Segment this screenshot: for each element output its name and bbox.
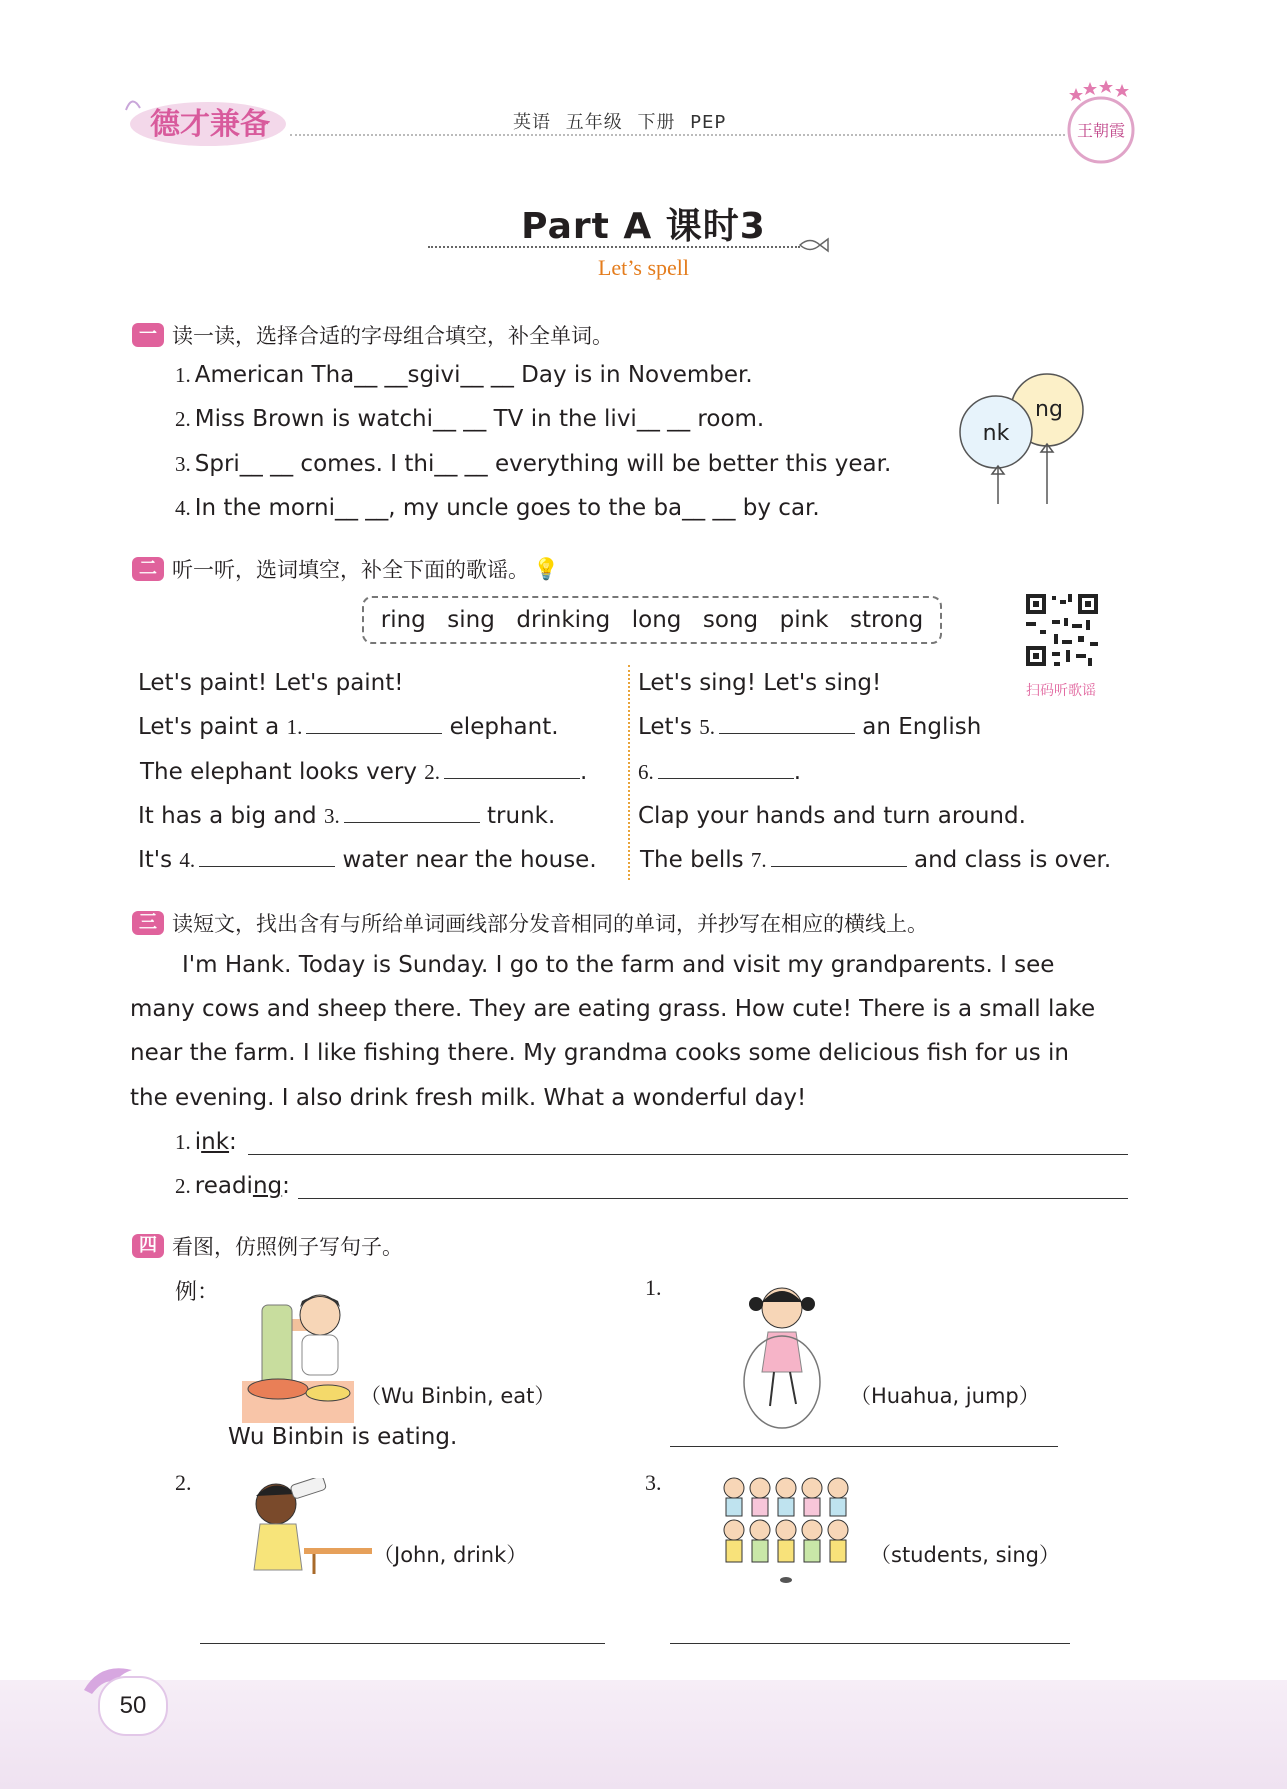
rhyme-line: Let's paint! Let's paint! (138, 670, 404, 696)
answer-line[interactable] (200, 1643, 605, 1644)
section-4-badge: 四 (132, 1234, 164, 1258)
rhyme-line: The elephant looks very 2. . (140, 759, 588, 785)
passage-line: near the farm. I like fishing there. My grandma cooks some delicious fish for us in (130, 1040, 1070, 1066)
section-4-header (132, 1231, 403, 1261)
svg-text:ng: ng (1035, 397, 1063, 422)
word-bank-item: song (702, 607, 759, 633)
girl-jumping-illustration (742, 1280, 832, 1430)
word-bank-item: pink (779, 607, 829, 633)
fish-decoration-icon (798, 236, 830, 254)
boy-drinking-illustration (244, 1478, 374, 1574)
item-cue: （Huahua, jump） (850, 1384, 1040, 1408)
students-singing-illustration (720, 1474, 850, 1586)
section-1-instruction: 读一读，选择合适的字母组合填空，补全单词。 (172, 324, 613, 348)
column-divider (628, 665, 630, 880)
rhyme-line: Clap your hands and turn around. (638, 803, 1026, 829)
svg-text:王朝霞: 王朝霞 (1076, 121, 1126, 140)
passage-line: many cows and sheep there. They are eating grass. How cute! There is a small lake (130, 996, 1096, 1022)
list-item: 4. In the morni__ __, my uncle goes to the ba__ __ by car. (175, 495, 820, 521)
item-number: 3. (645, 1470, 662, 1495)
word-bank-item: drinking (516, 607, 611, 633)
svg-text:德才兼备: 德才兼备 (150, 107, 270, 142)
list-item: 2. Miss Brown is watchi__ __ TV in the livi__ __ room. (175, 406, 765, 432)
section-3-header (132, 908, 928, 938)
rhyme-line: It has a big and 3. trunk. (138, 803, 556, 829)
word-bank-item: sing (447, 607, 495, 633)
rhyme-line: The bells 7. and class is over. (640, 847, 1112, 873)
word-bank-item: ring (380, 607, 426, 633)
section-3-badge: 三 (132, 911, 164, 935)
author-stamp (1060, 78, 1142, 166)
item-number: 2. (175, 1470, 192, 1495)
rhyme-line: 6. . (638, 759, 802, 785)
passage-line: I'm Hank. Today is Sunday. I go to the farm and visit my grandparents. I see (182, 952, 1055, 978)
passage-line: the evening. I also drink fresh milk. What a wonderful day! (130, 1085, 807, 1111)
list-item: 1. American Tha__ __sgivi__ __ Day is in November. (175, 362, 753, 388)
fill-blank[interactable] (199, 848, 335, 867)
qr-caption: 扫码听歌谣 (1026, 683, 1096, 699)
answer-line[interactable] (248, 1154, 1128, 1155)
answer-line[interactable] (298, 1198, 1128, 1199)
boy-eating-illustration (238, 1285, 358, 1425)
page-number: 50 (98, 1676, 168, 1736)
svg-text:nk: nk (982, 421, 1010, 446)
word-bank-item: strong (850, 607, 924, 633)
answer-item: 2. reading: (175, 1173, 290, 1199)
qr-code-icon (1022, 590, 1102, 670)
example-label: 例： (175, 1279, 220, 1304)
balloons-illustration (950, 362, 1090, 512)
header-divider (290, 134, 1065, 136)
answer-item: 1. ink: (175, 1129, 237, 1155)
fill-blank[interactable] (344, 804, 480, 823)
item-cue: （students, sing） (870, 1543, 1060, 1567)
fill-blank[interactable] (658, 760, 794, 779)
lightbulb-icon: 💡 (533, 556, 560, 581)
example-answer: Wu Binbin is eating. (228, 1424, 458, 1450)
example-cue: （Wu Binbin, eat） (360, 1384, 556, 1408)
footer-band (0, 1680, 1287, 1789)
publisher-logo (118, 88, 288, 150)
section-2-badge: 二 (132, 557, 164, 581)
fill-blank[interactable] (771, 848, 907, 867)
section-1-badge: 一 (132, 323, 164, 347)
section-2-header (132, 554, 559, 584)
word-bank-item: long (631, 607, 682, 633)
section-2-instruction: 听一听，选词填空，补全下面的歌谣。 (172, 558, 529, 582)
title-underline (428, 246, 800, 248)
section-1-header (132, 320, 613, 350)
answer-line[interactable] (670, 1643, 1070, 1644)
rhyme-line: Let's paint a 1. elephant. (138, 714, 559, 740)
page-subtitle: Let’s spell (597, 255, 690, 280)
section-3-instruction: 读短文，找出含有与所给单词画线部分发音相同的单词，并抄写在相应的横线上。 (172, 912, 928, 936)
fill-blank[interactable] (444, 760, 580, 779)
item-number: 1. (645, 1275, 662, 1300)
rhyme-line: Let's sing! Let's sing! (638, 670, 882, 696)
section-4-instruction: 看图，仿照例子写句子。 (172, 1235, 403, 1259)
item-cue: （John, drink） (373, 1543, 528, 1567)
list-item: 3. Spri__ __ comes. I thi__ __ everything will be better this year. (175, 451, 892, 477)
fill-blank[interactable] (719, 715, 855, 734)
rhyme-line: Let's 5. an English (638, 714, 982, 740)
page-title: Part A 课时3 (521, 206, 766, 247)
header-subject: 英语 五年级 下册 PEP (513, 112, 727, 133)
fill-blank[interactable] (306, 715, 442, 734)
rhyme-line: It's 4. water near the house. (138, 847, 597, 873)
answer-line[interactable] (670, 1446, 1058, 1447)
word-bank (362, 596, 942, 644)
